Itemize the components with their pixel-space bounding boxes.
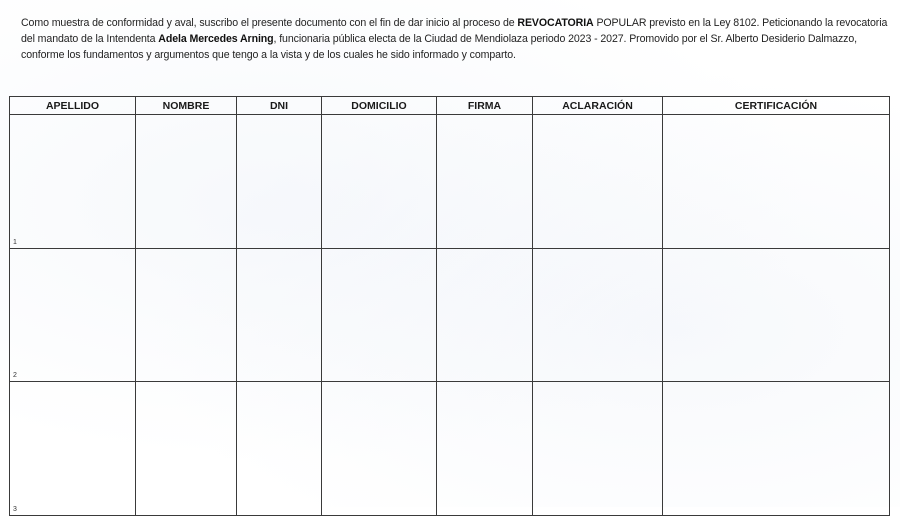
- header-certificacion: CERTIFICACIÓN: [663, 97, 890, 115]
- signature-table: [9, 96, 890, 516]
- cell-nombre[interactable]: [136, 115, 237, 249]
- cell-nombre[interactable]: [136, 248, 237, 382]
- cell-apellido[interactable]: [10, 382, 136, 516]
- intro-text-part-3: , funcionaria pública electa de la Ciudad de Mendiolaza periodo 2023 - 2027. Promovido por el Sr. Alberto Desiderio Dalmazzo, conforme los fundamentos y argumentos que tengo a la vista y de los cuales he sido informado y comparto.: [21, 32, 857, 61]
- intro-bold-revocatoria: REVOCATORIA: [517, 16, 594, 29]
- cell-domicilio[interactable]: [322, 248, 437, 382]
- header-dni: DNI: [237, 97, 322, 115]
- cell-domicilio[interactable]: [322, 115, 437, 249]
- intro-text-part-2: POPULAR previsto en la Ley 8102. Peticionando la revocatoria del mandato de la Intendenta: [21, 16, 888, 45]
- cell-aclaracion[interactable]: [533, 248, 663, 382]
- cell-domicilio[interactable]: [322, 382, 437, 516]
- header-domicilio: DOMICILIO: [322, 97, 437, 115]
- intro-text-part-1: Como muestra de conformidad y aval, suscribo el presente documento con el fin de dar inicio al proceso de: [21, 16, 518, 29]
- header-aclaracion: ACLARACIÓN: [533, 97, 663, 115]
- row-number: 1: [13, 238, 17, 246]
- cell-certificacion[interactable]: [663, 248, 890, 382]
- intro-bold-intendenta-name: Adela Mercedes Arning: [158, 32, 274, 45]
- cell-apellido[interactable]: [10, 115, 136, 249]
- cell-firma[interactable]: [437, 115, 533, 249]
- cell-aclaracion[interactable]: [533, 382, 663, 516]
- table-row: [10, 115, 890, 249]
- header-nombre: NOMBRE: [136, 97, 237, 115]
- cell-dni[interactable]: [237, 115, 322, 249]
- cell-nombre[interactable]: [136, 382, 237, 516]
- table-row: [10, 248, 890, 382]
- header-apellido: APELLIDO: [10, 97, 136, 115]
- cell-aclaracion[interactable]: [533, 115, 663, 249]
- cell-apellido[interactable]: [10, 248, 136, 382]
- cell-certificacion[interactable]: [663, 115, 890, 249]
- cell-certificacion[interactable]: [663, 382, 890, 516]
- cell-dni[interactable]: [237, 248, 322, 382]
- cell-dni[interactable]: [237, 382, 322, 516]
- intro-paragraph: [21, 15, 891, 63]
- row-number: 3: [13, 506, 17, 513]
- table-header-row: [10, 97, 890, 115]
- cell-firma[interactable]: [437, 248, 533, 382]
- cell-firma[interactable]: [437, 382, 533, 516]
- table-row: [10, 382, 890, 516]
- row-number: 2: [13, 372, 17, 380]
- header-firma: FIRMA: [437, 97, 533, 115]
